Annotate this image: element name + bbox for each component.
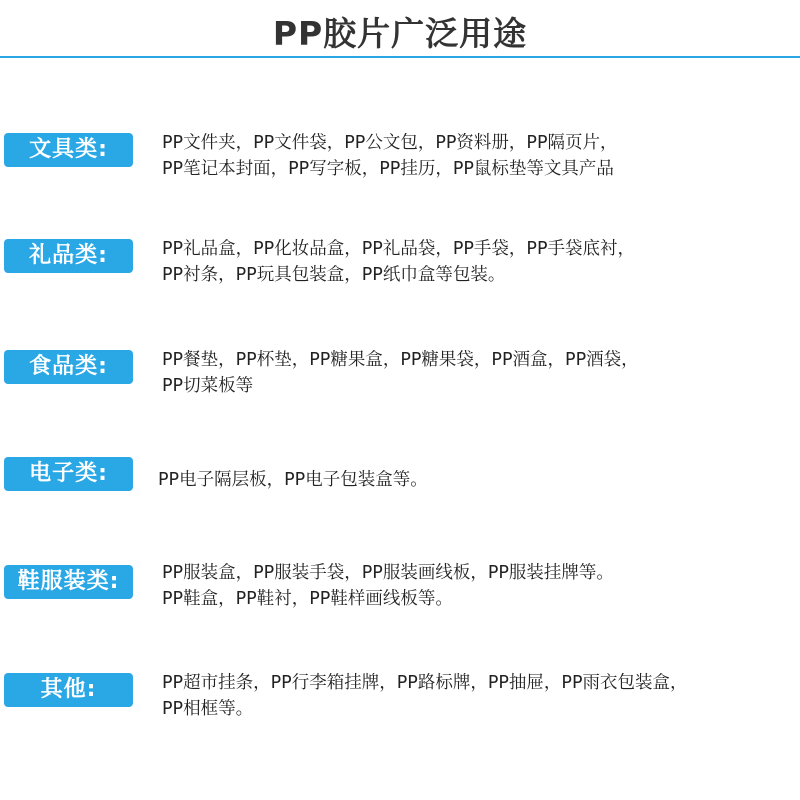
category-desc-food: PP餐垫，PP杯垫，PP糖果盒，PP糖果袋，PP酒盒，PP酒袋， PP切菜板等: [162, 350, 639, 396]
category-badge-other: 其他:: [4, 673, 133, 707]
category-row-apparel: [0, 558, 800, 618]
category-desc-other: PP超市挂条，PP行李箱挂牌，PP路标牌，PP抽屉，PP雨衣包装盒， PP相框等。: [162, 673, 688, 719]
category-row-gifts: [0, 236, 800, 296]
category-badge-food: 食品类:: [4, 350, 133, 384]
category-badge-apparel: 鞋服装类:: [4, 565, 133, 599]
category-desc-apparel: PP服装盒，PP服装手袋，PP服装画线板，PP服装挂牌等。 PP鞋盒，PP鞋衬，PP鞋样画线板等。: [162, 563, 614, 609]
category-badge-stationery: 文具类:: [4, 133, 133, 167]
category-row-electronics: [0, 456, 800, 516]
category-badge-gifts: 礼品类:: [4, 239, 133, 273]
category-row-stationery: [0, 130, 800, 190]
page-title: PP胶片广泛用途: [272, 14, 528, 53]
title-divider: [0, 56, 800, 58]
category-desc-gifts: PP礼品盒，PP化妆品盒，PP礼品袋，PP手袋，PP手袋底衬， PP衬条，PP玩具包装盒，PP纸巾盒等包装。: [162, 239, 636, 285]
category-badge-electronics: 电子类:: [4, 457, 133, 491]
category-desc-stationery: PP文件夹，PP文件袋，PP公文包，PP资料册，PP隔页片， PP笔记本封面，PP写字板，PP挂历，PP鼠标垫等文具产品: [162, 133, 618, 179]
category-row-food: [0, 346, 800, 406]
category-row-other: [0, 670, 800, 730]
category-desc-electronics: PP电子隔层板，PP电子包装盒等。: [158, 470, 428, 490]
